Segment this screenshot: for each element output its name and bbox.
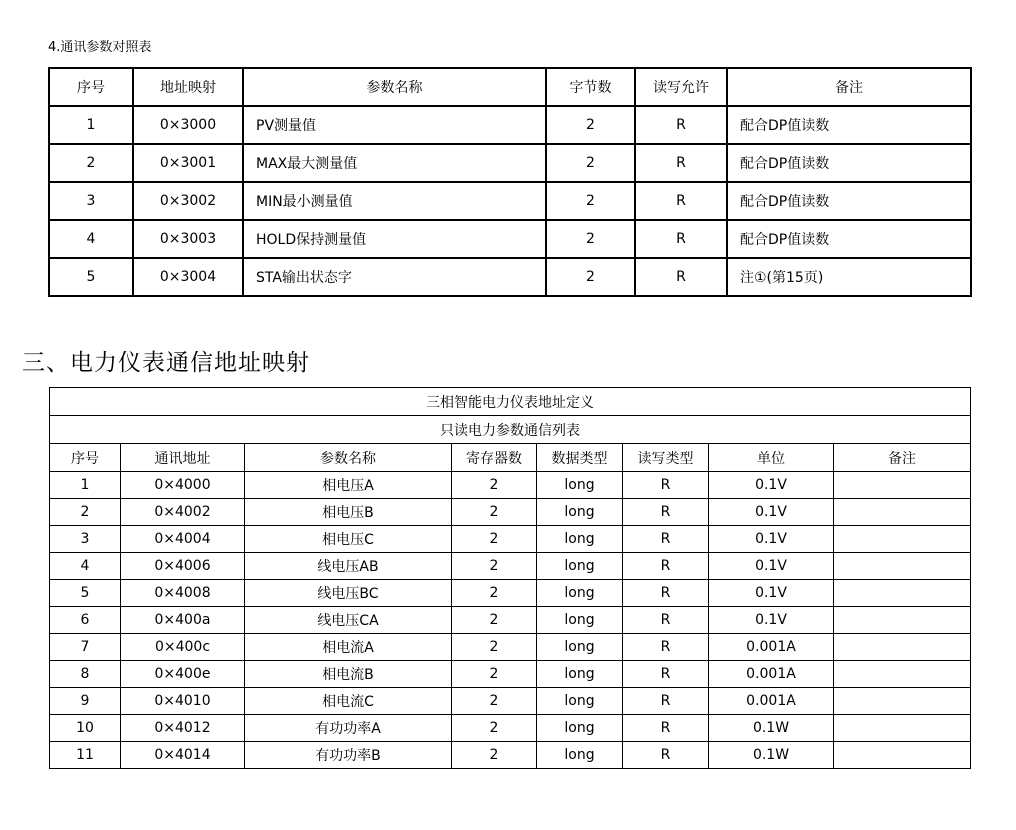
- table-cell: [834, 526, 971, 553]
- table-cell: long: [537, 715, 623, 742]
- table-cell: 0.1V: [709, 580, 834, 607]
- table-cell: 2: [546, 182, 635, 220]
- comm-params-table: [48, 67, 972, 297]
- table-header-row: [49, 68, 971, 106]
- table-cell: R: [623, 526, 709, 553]
- table-cell: 1: [50, 472, 121, 499]
- table-subtitle-row: [50, 416, 971, 444]
- table-cell: MAX最大测量值: [243, 144, 546, 182]
- table-title: 三相智能电力仪表地址定义: [50, 388, 971, 416]
- table-cell: 相电流B: [245, 661, 452, 688]
- table-cell: 0×4010: [121, 688, 245, 715]
- table-cell: 2: [546, 144, 635, 182]
- table-cell: R: [623, 742, 709, 769]
- table-cell: 线电压BC: [245, 580, 452, 607]
- table-cell: 2: [452, 553, 537, 580]
- table-cell: 相电流A: [245, 634, 452, 661]
- table-cell: 0×400e: [121, 661, 245, 688]
- table-row: [49, 144, 971, 182]
- table-cell: 配合DP值读数: [727, 182, 971, 220]
- table-cell: 备注: [727, 68, 971, 106]
- table-cell: 读写允许: [635, 68, 727, 106]
- table-cell: 7: [50, 634, 121, 661]
- table-header-row: [50, 444, 971, 472]
- table-cell: [834, 634, 971, 661]
- table-cell: [834, 661, 971, 688]
- table-cell: [834, 499, 971, 526]
- table-cell: 11: [50, 742, 121, 769]
- table-cell: 0.1V: [709, 499, 834, 526]
- table-cell: 有功功率A: [245, 715, 452, 742]
- table-row: [50, 580, 971, 607]
- table-cell: 0×3004: [133, 258, 243, 296]
- table-cell: [834, 688, 971, 715]
- table-subtitle: 只读电力参数通信列表: [50, 416, 971, 444]
- table-cell: 1: [49, 106, 133, 144]
- table-cell: 参数名称: [243, 68, 546, 106]
- table-cell: 序号: [49, 68, 133, 106]
- table-cell: 2: [452, 742, 537, 769]
- table-cell: 0×4006: [121, 553, 245, 580]
- table-cell: 3: [49, 182, 133, 220]
- table-cell: 线电压CA: [245, 607, 452, 634]
- table-cell: R: [623, 472, 709, 499]
- table-cell: 0×3000: [133, 106, 243, 144]
- table-cell: 参数名称: [245, 444, 452, 472]
- section-3-title: 三、电力仪表通信地址映射: [22, 350, 310, 376]
- table-cell: 8: [50, 661, 121, 688]
- table-cell: R: [635, 258, 727, 296]
- table-cell: R: [623, 661, 709, 688]
- section-4-title: 4.通讯参数对照表: [48, 40, 152, 55]
- table-row: [50, 742, 971, 769]
- table-cell: long: [537, 499, 623, 526]
- table-row: [50, 634, 971, 661]
- table-cell: long: [537, 607, 623, 634]
- table-cell: 0×3001: [133, 144, 243, 182]
- table-cell: PV测量值: [243, 106, 546, 144]
- table-cell: 2: [452, 526, 537, 553]
- table-cell: R: [623, 553, 709, 580]
- table-row: [50, 472, 971, 499]
- table-cell: 数据类型: [537, 444, 623, 472]
- table-cell: R: [635, 182, 727, 220]
- table-cell: R: [635, 144, 727, 182]
- table-cell: R: [623, 499, 709, 526]
- table-cell: 0.1V: [709, 553, 834, 580]
- table-row: [50, 715, 971, 742]
- table-cell: long: [537, 526, 623, 553]
- table-row: [49, 258, 971, 296]
- table-row: [49, 220, 971, 258]
- table-cell: 读写类型: [623, 444, 709, 472]
- table-cell: 4: [50, 553, 121, 580]
- table-cell: 单位: [709, 444, 834, 472]
- table-cell: 2: [50, 499, 121, 526]
- table-cell: 0×4000: [121, 472, 245, 499]
- table-cell: 0×400c: [121, 634, 245, 661]
- table-cell: 注①(第15页): [727, 258, 971, 296]
- table-row: [50, 688, 971, 715]
- table-cell: 9: [50, 688, 121, 715]
- table-cell: 相电流C: [245, 688, 452, 715]
- table-cell: 备注: [834, 444, 971, 472]
- table-cell: 配合DP值读数: [727, 106, 971, 144]
- table-row: [50, 661, 971, 688]
- table-cell: 0.1V: [709, 472, 834, 499]
- table-cell: 2: [452, 499, 537, 526]
- table-cell: 10: [50, 715, 121, 742]
- table-cell: 相电压A: [245, 472, 452, 499]
- table-row: [50, 526, 971, 553]
- table-cell: 序号: [50, 444, 121, 472]
- table-cell: 2: [452, 607, 537, 634]
- table-cell: 线电压AB: [245, 553, 452, 580]
- table-cell: R: [635, 220, 727, 258]
- table-cell: 4: [49, 220, 133, 258]
- table-cell: 通讯地址: [121, 444, 245, 472]
- table-cell: MIN最小测量值: [243, 182, 546, 220]
- table-cell: R: [623, 715, 709, 742]
- table-cell: [834, 553, 971, 580]
- table-cell: 2: [546, 258, 635, 296]
- table-cell: 2: [452, 580, 537, 607]
- table-cell: 0×4004: [121, 526, 245, 553]
- table-cell: long: [537, 553, 623, 580]
- table-row: [49, 182, 971, 220]
- table-cell: 0×4012: [121, 715, 245, 742]
- table-cell: 2: [452, 634, 537, 661]
- table-cell: long: [537, 661, 623, 688]
- table-cell: HOLD保持测量值: [243, 220, 546, 258]
- table-cell: long: [537, 472, 623, 499]
- table-cell: R: [635, 106, 727, 144]
- table-cell: 2: [546, 220, 635, 258]
- table-cell: 寄存器数: [452, 444, 537, 472]
- table-row: [50, 499, 971, 526]
- table-cell: 6: [50, 607, 121, 634]
- table-cell: [834, 742, 971, 769]
- table-cell: 0.1V: [709, 607, 834, 634]
- table-cell: long: [537, 742, 623, 769]
- table-cell: [834, 607, 971, 634]
- table-cell: 相电压B: [245, 499, 452, 526]
- table-cell: 0.1W: [709, 742, 834, 769]
- table-cell: 2: [49, 144, 133, 182]
- table-cell: 0×3003: [133, 220, 243, 258]
- table-cell: R: [623, 634, 709, 661]
- table-cell: 2: [452, 472, 537, 499]
- table-cell: [834, 580, 971, 607]
- table-cell: 0×4008: [121, 580, 245, 607]
- table-cell: 配合DP值读数: [727, 144, 971, 182]
- table-cell: 配合DP值读数: [727, 220, 971, 258]
- table-cell: R: [623, 607, 709, 634]
- table-cell: 0×4002: [121, 499, 245, 526]
- table-cell: 0.1V: [709, 526, 834, 553]
- table-cell: [834, 715, 971, 742]
- table-cell: 2: [546, 106, 635, 144]
- table-cell: [834, 472, 971, 499]
- table-cell: 字节数: [546, 68, 635, 106]
- table-cell: 地址映射: [133, 68, 243, 106]
- table-cell: 0×400a: [121, 607, 245, 634]
- table-row: [50, 607, 971, 634]
- power-meter-address-table: [49, 387, 971, 769]
- table-cell: 2: [452, 688, 537, 715]
- table-cell: 0×3002: [133, 182, 243, 220]
- table-cell: 5: [50, 580, 121, 607]
- table-cell: 5: [49, 258, 133, 296]
- table-cell: 2: [452, 715, 537, 742]
- table-cell: 3: [50, 526, 121, 553]
- table-cell: 有功功率B: [245, 742, 452, 769]
- table-cell: R: [623, 688, 709, 715]
- table-cell: 2: [452, 661, 537, 688]
- table-cell: 0.001A: [709, 688, 834, 715]
- table-cell: 相电压C: [245, 526, 452, 553]
- table-cell: 0.001A: [709, 661, 834, 688]
- table-cell: long: [537, 688, 623, 715]
- table-cell: R: [623, 580, 709, 607]
- table-cell: STA输出状态字: [243, 258, 546, 296]
- table-cell: long: [537, 634, 623, 661]
- table-cell: 0.1W: [709, 715, 834, 742]
- table-cell: 0×4014: [121, 742, 245, 769]
- table-cell: long: [537, 580, 623, 607]
- table-cell: 0.001A: [709, 634, 834, 661]
- table-row: [50, 553, 971, 580]
- table-row: [49, 106, 971, 144]
- table-title-row: [50, 388, 971, 416]
